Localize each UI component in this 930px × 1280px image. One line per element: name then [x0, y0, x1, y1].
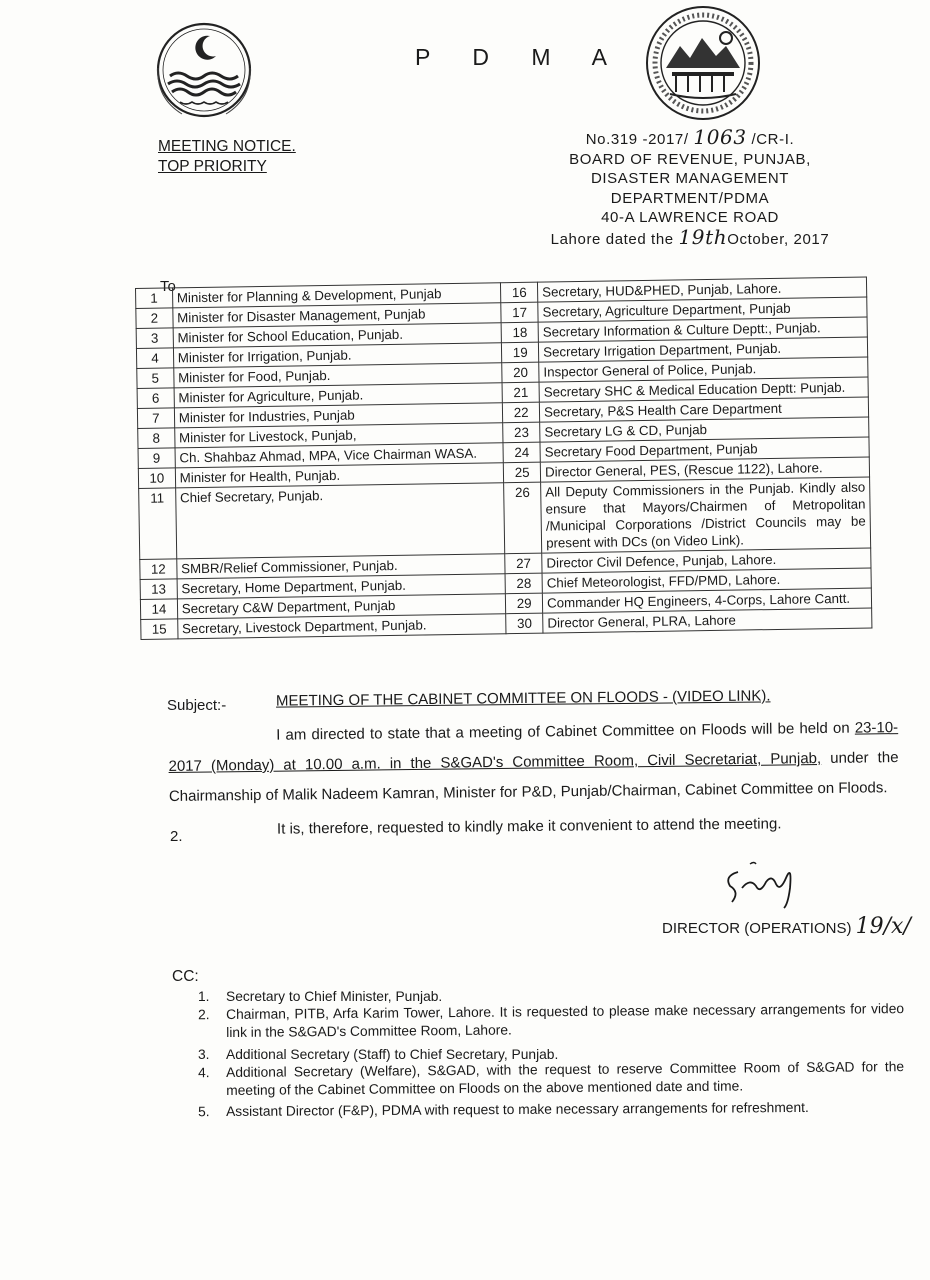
recipient-number: 26 — [504, 482, 542, 554]
recipient-name: Minister for Planning & Development, Punjab — [172, 283, 501, 308]
handwritten-sign-date: 19/x/ — [855, 914, 911, 939]
recipient-number: 1 — [136, 288, 173, 309]
recipient-name: Secretary Food Department, Punjab — [540, 437, 869, 462]
recipient-name: Secretary, Livestock Department, Punjab. — [177, 614, 506, 639]
recipient-number: 6 — [137, 388, 174, 409]
distribution-table — [135, 277, 872, 640]
notice-line-2: TOP PRIORITY — [158, 158, 267, 175]
recipient-number: 30 — [506, 613, 543, 634]
cc-item: 1. Secretary to Chief Minister, Punjab. — [198, 989, 443, 1004]
recipient-name: Minister for Food, Punjab. — [174, 363, 503, 388]
recipient-number: 21 — [502, 382, 539, 403]
subject-label: Subject:- — [167, 697, 227, 714]
recipient-name: Inspector General of Police, Punjab. — [539, 357, 868, 382]
signatory-designation: DIRECTOR (OPERATIONS) 19/x/ — [662, 914, 911, 939]
body-paragraph-2: It is, therefore, requested to kindly make it convenient to attend the meeting. — [276, 815, 782, 838]
recipient-number: 24 — [503, 442, 540, 463]
recipient-number: 25 — [504, 462, 541, 483]
recipient-number: 16 — [501, 282, 538, 303]
cc-label: CC: — [172, 968, 199, 985]
recipient-number: 4 — [136, 348, 173, 369]
recipient-name: Secretary, Home Department, Punjab. — [177, 574, 506, 599]
recipient-name: Director General, PES, (Rescue 1122), Lahore. — [540, 457, 869, 482]
recipient-number: 20 — [502, 362, 539, 383]
recipient-number: 18 — [501, 322, 538, 343]
recipient-name: Chief Meteorologist, FFD/PMD, Lahore. — [542, 568, 871, 593]
recipient-name: Minister for Agriculture, Punjab. — [174, 383, 503, 408]
meeting-date-venue: 23-10-2017 (Monday) at 10.00 a.m. in the S&GAD's Committee Room, Civil Secretariat, Punjab, — [168, 719, 899, 775]
recipient-name: Minister for School Education, Punjab. — [173, 323, 502, 348]
issue-date: Lahore dated the 19thOctober, 2017 — [550, 224, 830, 249]
recipient-name: Ch. Shahbaz Ahmad, MPA, Vice Chairman WASA. — [175, 443, 504, 468]
recipient-number: 19 — [502, 342, 539, 363]
punjab-emblem-logo — [152, 18, 256, 122]
cc-item: 2. Chairman, PITB, Arfa Karim Tower, Lahore. It is requested to please make necessary arrangements for video link in the S&GAD's Committee Room, Lahore. — [198, 1001, 905, 1040]
recipient-name: Secretary, P&S Health Care Department — [539, 397, 868, 422]
recipient-name: Chief Secretary, Punjab. — [175, 483, 505, 559]
office-line-2: DISASTER MANAGEMENT — [590, 170, 790, 187]
recipient-name: Secretary Irrigation Department, Punjab. — [538, 337, 867, 362]
recipient-number: 29 — [506, 593, 543, 614]
office-line-3: DEPARTMENT/PDMA — [610, 189, 770, 207]
recipient-number: 28 — [505, 573, 542, 594]
recipient-name: Director Civil Defence, Punjab, Lahore. — [542, 548, 871, 573]
recipient-name: Minister for Disaster Management, Punjab — [173, 303, 502, 328]
document-title: P D M A — [415, 44, 625, 70]
recipient-name: Minister for Livestock, Punjab, — [174, 423, 503, 448]
notice-line-1: MEETING NOTICE. — [158, 138, 296, 155]
recipient-number: 7 — [137, 408, 174, 429]
handwritten-day: 19th — [678, 224, 728, 249]
office-line-1: BOARD OF REVENUE, PUNJAB, — [569, 150, 811, 168]
reference-block — [540, 125, 840, 249]
recipient-name: Secretary LG & CD, Punjab — [540, 417, 869, 442]
recipient-name: Secretary, Agriculture Department, Punjab — [538, 297, 867, 322]
recipient-name: Minister for Health, Punjab. — [175, 463, 504, 488]
recipient-number: 15 — [141, 619, 178, 640]
to-label: To — [160, 278, 176, 295]
recipient-number: 11 — [139, 488, 177, 560]
handwritten-signature — [710, 858, 830, 918]
pdma-seal-logo — [642, 2, 764, 124]
recipient-number: 5 — [137, 368, 174, 389]
recipient-number: 10 — [138, 468, 175, 489]
recipient-name: Minister for Industries, Punjab — [174, 403, 503, 428]
body-paragraph-1: I am directed to state that a meeting of Cabinet Committee on Floods will be held on 23-10-2017 (Monday) at 10.00 a.m. in the S&GAD's Committee Room, Civil Secretariat, Punjab, under the Chairmanship of Malik Nadeem Kamran, Minister for P&D, Punjab/Chairman, Cabinet Committee on Floods. — [168, 719, 899, 805]
office-address: 40-A LAWRENCE ROAD — [601, 209, 779, 226]
recipient-name: Minister for Irrigation, Punjab. — [173, 343, 502, 368]
cc-item: 5. Assistant Director (F&P), PDMA with request to make necessary arrangements for refreshment. — [198, 1099, 809, 1120]
recipient-number: 23 — [503, 422, 540, 443]
recipient-number: 3 — [136, 328, 173, 349]
handwritten-dispatch-number: 1063 — [693, 125, 747, 149]
recipient-name: Secretary Information & Culture Deptt:, Punjab. — [538, 317, 867, 342]
recipient-name: Secretary SHC & Medical Education Deptt: Punjab. — [539, 377, 868, 402]
recipient-number: 13 — [140, 579, 177, 600]
recipient-name: Commander HQ Engineers, 4-Corps, Lahore Cantt. — [542, 588, 871, 613]
recipient-name: Secretary, HUD&PHED, Punjab, Lahore. — [538, 277, 867, 302]
recipient-name: Secretary C&W Department, Punjab — [177, 594, 506, 619]
recipient-number: 9 — [138, 448, 175, 469]
recipient-number: 17 — [501, 302, 538, 323]
cc-item: 3. Additional Secretary (Staff) to Chief Secretary, Punjab. — [198, 1047, 559, 1062]
recipient-name: SMBR/Relief Commissioner, Punjab. — [177, 554, 506, 579]
recipient-number: 27 — [505, 553, 542, 574]
recipient-name: Director General, PLRA, Lahore — [543, 608, 872, 633]
recipient-number: 14 — [140, 599, 177, 620]
subject-text: MEETING OF THE CABINET COMMITTEE ON FLOODS - (VIDEO LINK). — [275, 687, 771, 710]
distribution-row — [139, 477, 871, 559]
recipient-number: 12 — [140, 559, 177, 580]
reference-number: No.319 -2017/ 1063 /CR-I. — [585, 125, 795, 149]
recipient-name: All Deputy Commissioners in the Punjab. Kindly also ensure that Mayors/Chairmen of Metropolitan /Municipal Corporations /District Councils may be present with DCs (on Video Link). — [541, 477, 871, 553]
recipient-number: 2 — [136, 308, 173, 329]
paragraph-2-number: 2. — [170, 828, 183, 845]
recipient-number: 22 — [503, 402, 540, 423]
cc-item: 4. Additional Secretary (Welfare), S&GAD, with the request to reserve Committee Room of S&GAD for the meeting of the Cabinet Committee on Floods on the above mentioned date and time. — [198, 1059, 905, 1098]
notice-heading — [158, 137, 296, 177]
recipient-number: 8 — [138, 428, 175, 449]
